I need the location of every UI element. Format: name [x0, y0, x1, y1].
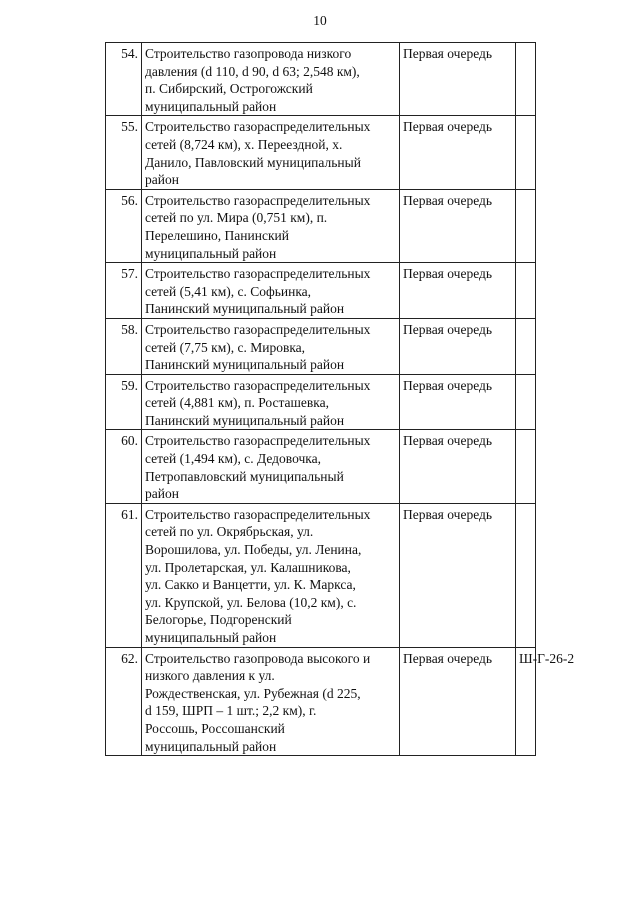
- project-name-line: Ворошилова, ул. Победы, ул. Ленина,: [145, 542, 362, 558]
- table-row: [106, 503, 536, 647]
- table-row: [106, 43, 536, 116]
- projects-table: [105, 42, 575, 756]
- project-name-line: Строительство газораспределительных: [145, 266, 371, 282]
- object-code: [516, 43, 536, 116]
- stage-cell: Первая очередь: [400, 374, 516, 430]
- stage-cell: Первая очередь: [400, 116, 516, 189]
- project-name-line: Строительство газораспределительных: [145, 377, 371, 393]
- table-row: [106, 318, 536, 374]
- row-number: 58.: [106, 318, 142, 374]
- table-row: [106, 647, 536, 756]
- project-name-line: Россошь, Россошанский: [145, 720, 285, 736]
- project-name-line: Панинский муниципальный район: [145, 301, 345, 317]
- project-name-line: сетей (5,41 км), с. Софьинка,: [145, 283, 312, 299]
- project-name: [142, 647, 400, 756]
- stage-cell: Первая очередь: [400, 647, 516, 756]
- project-name-line: Строительство газопровода высокого и: [145, 650, 371, 666]
- project-name-line: давления (d 110, d 90, d 63; 2,548 км),: [145, 63, 360, 79]
- project-name-line: муниципальный район: [145, 245, 277, 261]
- row-number: 62.: [106, 647, 142, 756]
- row-number: 56.: [106, 189, 142, 262]
- project-name-line: Строительство газораспределительных: [145, 506, 371, 522]
- project-name-line: муниципальный район: [145, 630, 277, 645]
- project-name-line: Строительство газораспределительных: [145, 433, 371, 449]
- stage-cell: Первая очередь: [400, 430, 516, 503]
- project-name-line: Белогорье, Подгоренский: [145, 612, 292, 628]
- row-number: 54.: [106, 43, 142, 116]
- stage-cell: Первая очередь: [400, 318, 516, 374]
- object-code: [516, 318, 536, 374]
- project-name-line: сетей (4,881 км), п. Росташевка,: [145, 395, 329, 411]
- stage-cell: Первая очередь: [400, 43, 516, 116]
- object-code: [516, 503, 536, 647]
- project-name-line: Строительство газораспределительных: [145, 192, 371, 208]
- object-code: [516, 374, 536, 430]
- project-name-line: Строительство газораспределительных: [145, 321, 371, 337]
- project-name-line: d 159, ШРП – 1 шт.; 2,2 км), г.: [145, 703, 317, 719]
- project-name-line: муниципальный район: [145, 738, 277, 754]
- project-name-line: Строительство газораспределительных: [145, 119, 371, 135]
- project-name: [142, 318, 400, 374]
- project-name-line: ул. Крупской, ул. Белова (10,2 км), с.: [145, 594, 357, 610]
- project-name: [142, 503, 400, 647]
- projects-table-body: [106, 43, 575, 756]
- table-row: [106, 189, 536, 262]
- project-name: [142, 430, 400, 503]
- project-name-line: Петропавловский муниципальный: [145, 468, 344, 484]
- table-row: [106, 263, 536, 319]
- project-name-line: низкого давления к ул.: [145, 668, 275, 684]
- row-number: 55.: [106, 116, 142, 189]
- project-name-line: ул. Сакко и Ванцетти, ул. К. Маркса,: [145, 577, 356, 593]
- stage-cell: Первая очередь: [400, 263, 516, 319]
- stage-cell: Первая очередь: [400, 503, 516, 647]
- project-name-line: район: [145, 172, 179, 188]
- project-name-line: сетей по ул. Окрябрьская, ул.: [145, 524, 314, 540]
- object-code: [516, 263, 536, 319]
- project-name-line: Панинский муниципальный район: [145, 412, 345, 428]
- object-code: [516, 116, 536, 189]
- table-row: [106, 116, 536, 189]
- object-code: [516, 189, 536, 262]
- object-code: [516, 430, 536, 503]
- project-name-line: ул. Пролетарская, ул. Калашникова,: [145, 559, 351, 575]
- project-name: [142, 116, 400, 189]
- project-name: [142, 263, 400, 319]
- project-name: [142, 189, 400, 262]
- row-number: 60.: [106, 430, 142, 503]
- row-number: 59.: [106, 374, 142, 430]
- row-number: 61.: [106, 503, 142, 647]
- page-number: 10: [313, 13, 327, 28]
- project-name-line: Перелешино, Панинский: [145, 227, 289, 243]
- row-number: 57.: [106, 263, 142, 319]
- project-name-line: муниципальный район: [145, 98, 277, 114]
- project-name-line: Рождественская, ул. Рубежная (d 225,: [145, 685, 361, 701]
- project-name-line: район: [145, 486, 179, 502]
- project-name-line: Строительство газопровода низкого: [145, 46, 352, 61]
- project-name-line: Панинский муниципальный район: [145, 357, 345, 373]
- table-row: [106, 430, 536, 503]
- stage-cell: Первая очередь: [400, 189, 516, 262]
- table-row: [106, 374, 536, 430]
- project-name-line: сетей (8,724 км), х. Переездной, х.: [145, 136, 343, 152]
- project-name-line: сетей (1,494 км), с. Дедовочка,: [145, 451, 321, 467]
- object-code: Ш-Г-26-2: [516, 647, 536, 756]
- project-name-line: п. Сибирский, Острогожский: [145, 81, 313, 97]
- project-name-line: Данило, Павловский муниципальный: [145, 154, 361, 170]
- project-name-line: сетей (7,75 км), с. Мировка,: [145, 339, 306, 355]
- project-name: [142, 374, 400, 430]
- project-name-line: сетей по ул. Мира (0,751 км), п.: [145, 210, 328, 226]
- project-name: [142, 43, 400, 116]
